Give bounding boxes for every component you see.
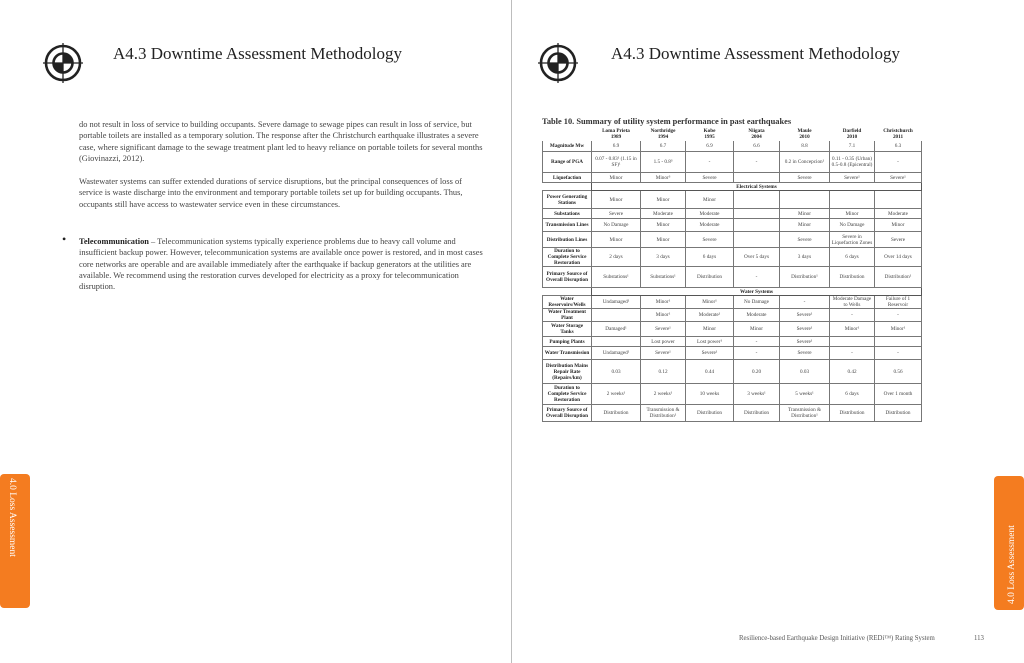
column-header-year: 2010 xyxy=(799,134,810,140)
table-cell: 0.12 xyxy=(641,360,686,384)
table-cell: Severe xyxy=(780,173,830,183)
column-header-name: Maule xyxy=(797,128,812,134)
table-row xyxy=(543,296,922,309)
table-cell: No Damage xyxy=(830,219,875,232)
column-header-name: Northridge xyxy=(650,128,676,134)
table-cell: Minor xyxy=(641,219,686,232)
table-cell: Minor¹ xyxy=(875,322,922,337)
table-cell: Distribution xyxy=(686,405,734,422)
table-cell xyxy=(734,191,780,209)
row-label: Pumping Plants xyxy=(543,337,592,347)
table-cell: - xyxy=(734,152,780,173)
table-cell: Distribution xyxy=(830,405,875,422)
table-cell xyxy=(592,337,641,347)
column-header xyxy=(734,128,780,141)
table-cell xyxy=(734,209,780,219)
paragraph-text: do not result in loss of service to building occupants. Severe damage to sewage pipes can result in loss of service, but portable toilets are installed as a temporary solution. The response after the Christchurch earthquake illustrates a severe case, where significant damage to the sewage treatment plant led to heavy reliance on portable toilets for several months (Giovinazzi, 2012). xyxy=(79,120,483,163)
table-cell: Minor xyxy=(641,191,686,209)
column-header-name: Darfield xyxy=(842,128,862,134)
utility-performance-table xyxy=(542,127,922,422)
row-label: Water Reservoirs/Wells xyxy=(543,296,592,309)
left-page xyxy=(0,0,511,663)
row-label: Transmission Lines xyxy=(543,219,592,232)
table-cell: Transmission & Distribution¹ xyxy=(641,405,686,422)
table-cell: Severe¹ xyxy=(780,309,830,322)
telecom-description: – Telecommunication systems typically experience problems due to heavy call volume and insufficient backup power. However, telecommunication systems are available once power is restored, and in most cases core networks are operable and are available immediately after the earthquake if backup generators at the utilities are available. We recommend using the restoration curves developed for electricity as a proxy for telecommunication disruption. xyxy=(79,237,483,292)
table-cell: Severe¹ xyxy=(875,173,922,183)
table-cell: Lost power xyxy=(641,337,686,347)
column-header-year: 1995 xyxy=(704,134,715,140)
section-tab-label: 4.0 Loss Assessment xyxy=(7,478,17,557)
table-cell: 3 days xyxy=(641,248,686,267)
section-spacer xyxy=(543,183,592,191)
row-label: Primary Source of Overall Disruption xyxy=(543,267,592,288)
table-row xyxy=(543,309,922,322)
page-number: 113 xyxy=(974,635,984,642)
footer-text: Resilience-based Earthquake Design Initiative (REDi™) Rating System xyxy=(739,635,935,642)
table-cell: Minor xyxy=(875,219,922,232)
row-label: Duration to Complete Service Restoration xyxy=(543,248,592,267)
table-cell xyxy=(734,219,780,232)
table-row xyxy=(543,173,922,183)
table-cell: - xyxy=(830,309,875,322)
column-header xyxy=(780,128,830,141)
table-cell: Severe xyxy=(686,232,734,248)
table-cell: Distribution xyxy=(734,405,780,422)
table-cell: Distribution¹ xyxy=(875,267,922,288)
table-cell: Moderate xyxy=(641,209,686,219)
table-cell: - xyxy=(734,267,780,288)
telecom-paragraph xyxy=(79,236,483,292)
table-row xyxy=(543,141,922,152)
column-header-year: 1994 xyxy=(657,134,669,140)
table-cell: Moderate xyxy=(734,309,780,322)
table-cell: Lost power¹ xyxy=(686,337,734,347)
column-header-year: 2011 xyxy=(892,134,904,140)
table-cell: 0.20 xyxy=(734,360,780,384)
body-paragraph-1 xyxy=(79,119,483,164)
section-label: Electrical Systems xyxy=(592,183,922,191)
table-cell: - xyxy=(875,347,922,360)
table-cell: Severe¹ xyxy=(686,347,734,360)
table-cell: Severe¹ xyxy=(830,173,875,183)
bullet-icon: • xyxy=(62,232,67,246)
table-cell: Minor xyxy=(686,322,734,337)
table-cell: Over 14 days xyxy=(875,248,922,267)
table-cell: 6 days xyxy=(830,384,875,405)
table-cell: Minor xyxy=(780,209,830,219)
table-cell: Distribution xyxy=(830,267,875,288)
row-label: Liquefaction xyxy=(543,173,592,183)
table-cell: 10 weeks xyxy=(686,384,734,405)
table-cell: Minor³ xyxy=(641,173,686,183)
table-cell: Distribution xyxy=(592,405,641,422)
row-label: Substations xyxy=(543,209,592,219)
table-cell xyxy=(830,191,875,209)
column-header-year: 2010 xyxy=(846,134,858,140)
table-cell: Moderate xyxy=(686,219,734,232)
paragraph-text: Wastewater systems can suffer extended durations of service disruptions, but the principal consequences of loss of service is waste discharge into the environment and temporary portable toilets set up for building occupants. Thus, occupants still have access to wastewater service even in these circumstances. xyxy=(79,177,463,209)
table-cell xyxy=(734,173,780,183)
table-cell: - xyxy=(734,337,780,347)
row-label: Magnitude Mw xyxy=(543,141,592,152)
table-cell: 6.9 xyxy=(592,141,641,152)
table-cell: Moderate¹ xyxy=(686,309,734,322)
column-header-name: Loma Prieta xyxy=(602,128,630,134)
row-label: Water Storage Tanks xyxy=(543,322,592,337)
page-divider xyxy=(511,0,512,663)
table-cell: No Damage xyxy=(592,219,641,232)
row-label: Primary Source of Overall Disruption xyxy=(543,405,592,422)
table-cell: - xyxy=(734,347,780,360)
table-cell: Substations¹ xyxy=(641,267,686,288)
table-cell: Moderate Damage to Wells xyxy=(830,296,875,309)
section-tab-loss-assessment[interactable] xyxy=(0,474,30,608)
table-cell: Severe xyxy=(780,232,830,248)
table-cell xyxy=(780,191,830,209)
table-row xyxy=(543,219,922,232)
table-cell: Distribution¹ xyxy=(780,267,830,288)
table-cell: Minor xyxy=(641,232,686,248)
target-logo-icon xyxy=(538,43,578,83)
table-row xyxy=(543,360,922,384)
table-cell: Moderate xyxy=(875,209,922,219)
table-row xyxy=(543,337,922,347)
table-cell: Moderate xyxy=(686,209,734,219)
table-cell: - xyxy=(830,347,875,360)
table-cell: Minor xyxy=(780,219,830,232)
table-cell: Severe¹ xyxy=(780,322,830,337)
table-cell: Over 5 days xyxy=(734,248,780,267)
table-cell: 0.56 xyxy=(875,360,922,384)
row-label: Distribution Mains Repair Rate (Repairs/km) xyxy=(543,360,592,384)
row-label: Range of PGA xyxy=(543,152,592,173)
table-cell: 2 weeks¹ xyxy=(641,384,686,405)
table-cell: Minor¹ xyxy=(686,296,734,309)
table-cell: Minor¹ xyxy=(641,296,686,309)
column-header xyxy=(641,128,686,141)
table-row xyxy=(543,322,922,337)
table-cell: Severe¹ xyxy=(780,337,830,347)
table-row xyxy=(543,248,922,267)
table-cell: Substations¹ xyxy=(592,267,641,288)
column-header xyxy=(592,128,641,141)
table-cell: 0.11 - 0.35 (Urban) 0.5-0.8 (Epicentral) xyxy=(830,152,875,173)
telecom-term: Telecommunication xyxy=(79,237,149,246)
table-cell: 6 days xyxy=(830,248,875,267)
table-cell xyxy=(830,337,875,347)
table-cell: No Damage xyxy=(734,296,780,309)
table-cell: Undamaged¹ xyxy=(592,296,641,309)
table-cell: Failure of 1 Reservoir xyxy=(875,296,922,309)
table-cell: 3 weeks¹ xyxy=(734,384,780,405)
table-cell: 7.1 xyxy=(830,141,875,152)
row-label: Duration to Complete Service Restoration xyxy=(543,384,592,405)
table-cell: 0.2 in Concepcion¹ xyxy=(780,152,830,173)
table-cell: Severe¹ xyxy=(641,322,686,337)
table-cell: Severe xyxy=(592,209,641,219)
row-label: Power Generating Stations xyxy=(543,191,592,209)
table-header-row xyxy=(543,128,922,141)
table-cell: 6.7 xyxy=(641,141,686,152)
table-row xyxy=(543,347,922,360)
table-caption: Table 10. Summary of utility system performance in past earthquakes xyxy=(542,117,792,126)
column-header-name: Kobe xyxy=(703,128,716,134)
page-title: A4.3 Downtime Assessment Methodology xyxy=(611,44,900,63)
table-cell: - xyxy=(686,152,734,173)
table-row xyxy=(543,267,922,288)
telecom-text xyxy=(79,236,483,292)
table-cell xyxy=(592,309,641,322)
table-cell: Minor xyxy=(686,191,734,209)
row-label: Distribution Lines xyxy=(543,232,592,248)
table-cell: Severe xyxy=(780,347,830,360)
table-cell: 0.03 xyxy=(592,360,641,384)
section-spacer xyxy=(543,288,592,296)
table-row xyxy=(543,191,922,209)
table-cell: Distribution xyxy=(686,267,734,288)
table-cell: Severe in Liquefaction Zones xyxy=(830,232,875,248)
table-cell: - xyxy=(780,296,830,309)
right-page xyxy=(513,0,1024,663)
table-row xyxy=(543,405,922,422)
table-cell: Severe xyxy=(686,173,734,183)
column-header-name: Christchurch xyxy=(883,128,913,134)
header-blank xyxy=(543,128,592,141)
table-cell xyxy=(875,191,922,209)
table-cell: Minor xyxy=(830,209,875,219)
table-cell xyxy=(875,337,922,347)
table-cell: 6 days xyxy=(686,248,734,267)
table-cell: 0.44 xyxy=(686,360,734,384)
table-cell: 6.6 xyxy=(734,141,780,152)
table-cell: 2 days xyxy=(592,248,641,267)
table-cell: 5 weeks¹ xyxy=(780,384,830,405)
section-electrical-systems xyxy=(543,183,922,191)
column-header xyxy=(875,128,922,141)
column-header-year: 2004 xyxy=(751,134,762,140)
table-cell: 0.42 xyxy=(830,360,875,384)
table-cell: Severe xyxy=(875,232,922,248)
table-cell: Minor¹ xyxy=(641,309,686,322)
section-tab-label: 4.0 Loss Assessment xyxy=(1007,525,1017,604)
target-logo-icon xyxy=(43,43,83,83)
table-cell: Severe¹ xyxy=(641,347,686,360)
table-cell: Minor xyxy=(592,173,641,183)
table-cell: 6.9 xyxy=(686,141,734,152)
table-row xyxy=(543,152,922,173)
page-title: A4.3 Downtime Assessment Methodology xyxy=(113,44,402,63)
table-cell: Undamaged¹ xyxy=(592,347,641,360)
column-header-name: Niigata xyxy=(748,128,765,134)
table-cell: 0.03 xyxy=(780,360,830,384)
row-label: Water Transmission xyxy=(543,347,592,360)
column-header xyxy=(830,128,875,141)
table-cell: Minor xyxy=(592,191,641,209)
column-header-year: 1989 xyxy=(610,134,622,140)
section-water-systems xyxy=(543,288,922,296)
row-label: Water Treatment Plant xyxy=(543,309,592,322)
table-cell: Minor xyxy=(734,322,780,337)
body-paragraph-2 xyxy=(79,176,483,210)
table-cell: Minor xyxy=(592,232,641,248)
table-cell: Distribution xyxy=(875,405,922,422)
table-cell: 6.3 xyxy=(875,141,922,152)
table-cell: 8.8 xyxy=(780,141,830,152)
table-cell: Minor¹ xyxy=(830,322,875,337)
table-cell: - xyxy=(875,309,922,322)
table-cell: - xyxy=(875,152,922,173)
table-cell: Transmission & Distribution¹ xyxy=(780,405,830,422)
table-row xyxy=(543,384,922,405)
table-cell: 2 weeks¹ xyxy=(592,384,641,405)
column-header xyxy=(686,128,734,141)
table-row xyxy=(543,232,922,248)
table-cell xyxy=(734,232,780,248)
table-cell: 3 days xyxy=(780,248,830,267)
section-tab-loss-assessment[interactable] xyxy=(994,476,1024,610)
section-label: Water Systems xyxy=(592,288,922,296)
table-cell: 1.5 - 0.8³ xyxy=(641,152,686,173)
table-cell: 0.07 - 0.83¹ (1.15 in SF)¹ xyxy=(592,152,641,173)
table-row xyxy=(543,209,922,219)
table-cell: Damaged¹ xyxy=(592,322,641,337)
table-cell: Over 1 month xyxy=(875,384,922,405)
